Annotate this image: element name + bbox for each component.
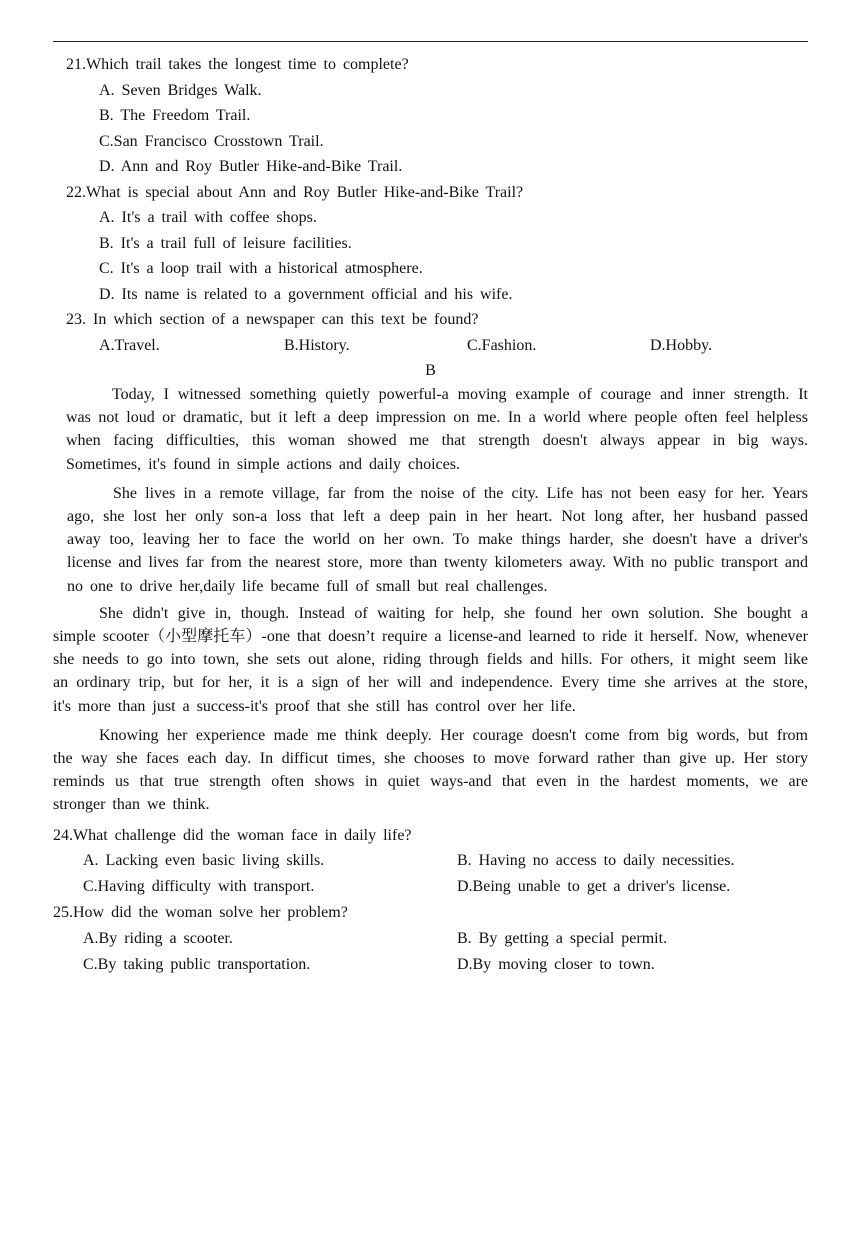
question-23-option-b: B.History.: [284, 336, 350, 354]
question-23-option-a: A.Travel.: [99, 336, 160, 354]
question-24-option-a: A. Lacking even basic living skills.: [83, 852, 325, 870]
section-b-heading: B: [425, 362, 436, 379]
question-25-option-b: B. By getting a special permit.: [457, 929, 668, 947]
question-25-option-a: A.By riding a scooter.: [83, 929, 233, 947]
question-21-option-c: C.San Francisco Crosstown Trail.: [99, 132, 324, 150]
question-23-option-c: C.Fashion.: [467, 336, 537, 354]
question-21-stem: 21.Which trail takes the longest time to complete?: [66, 56, 409, 73]
question-21-option-b: B. The Freedom Trail.: [99, 107, 251, 124]
question-25-options-row-2: [53, 952, 808, 978]
passage-paragraph-1: Today, I witnessed something quietly powerful-a moving example of courage and inner strength. It was not loud or dramatic, but it left a deep impression on me. In a world where people often feel helpless when facing difficulties, this woman showed me that strength doesn't always appear in big ways. Sometimes, it's found in simple actions and daily choices.: [66, 386, 808, 473]
question-24-options-row-2: [53, 874, 808, 900]
question-22-option-d: D. Its name is related to a government official and his wife.: [99, 285, 513, 303]
question-24-option-d: D.Being unable to get a driver's license.: [457, 878, 731, 896]
page-content: [53, 52, 808, 978]
question-24-option-b: B. Having no access to daily necessities.: [457, 852, 735, 870]
question-24-option-c: C.Having difficulty with transport.: [83, 878, 315, 896]
question-21-option-d: D. Ann and Roy Butler Hike-and-Bike Trail.: [99, 158, 403, 175]
question-25-option-d: D.By moving closer to town.: [457, 955, 655, 973]
question-22-option-a: A. It's a trail with coffee shops.: [99, 209, 317, 226]
question-25-stem: 25.How did the woman solve her problem?: [53, 904, 348, 922]
question-23-options: [53, 333, 808, 359]
question-22-stem: 22.What is special about Ann and Roy Butler Hike-and-Bike Trail?: [66, 183, 524, 201]
passage-paragraph-4: Knowing her experience made me think deeply. Her courage doesn't come from big words, but from the way she faces each day. In difficut times, she chooses to move forward rather than give up. Her story reminds us that true strength often shows in quiet ways-and that even in the hardest moments, we are stronger than we think.: [53, 726, 808, 814]
question-25-options-row-1: [53, 926, 808, 952]
question-24-stem: 24.What challenge did the woman face in daily life?: [53, 826, 412, 844]
question-25-option-c: C.By taking public transportation.: [83, 955, 311, 973]
passage-paragraph-3: She didn't give in, though. Instead of waiting for help, she found her own solution. She bought a simple scooter（小型摩托车）-one that doesn’t require a license-and learned to ride it herself. Now, whenever she needs to go into town, she sets out alone, riding through fields and hills. For others, it might seem like an ordinary trip, but for her, it is a sign of her will and independence. Every time she arrives at the store, it's more than just a success-it's proof that she still has control over her life.: [53, 604, 808, 715]
question-22-option-c: C. It's a loop trail with a historical atmosphere.: [99, 260, 423, 277]
question-23-stem: 23. In which section of a newspaper can this text be found?: [66, 311, 479, 328]
question-24-options-row-1: [53, 848, 808, 874]
header-rule: [53, 41, 808, 42]
passage-paragraph-2: She lives in a remote village, far from the noise of the city. Life has not been easy for her. Years ago, she lost her only son-a loss that left a deep pain in her heart. Not long after, her husband passed away too, leaving her to face the world on her own. To make things harder, she doesn't have a driver's license and lives far from the nearest store, more than twenty kilometers away. With no public transport and no one to drive her,daily life became full of small but real challenges.: [67, 484, 808, 595]
question-22-option-b: B. It's a trail full of leisure facilities.: [99, 234, 352, 252]
question-23-option-d: D.Hobby.: [650, 336, 713, 354]
question-21-option-a: A. Seven Bridges Walk.: [99, 81, 262, 99]
